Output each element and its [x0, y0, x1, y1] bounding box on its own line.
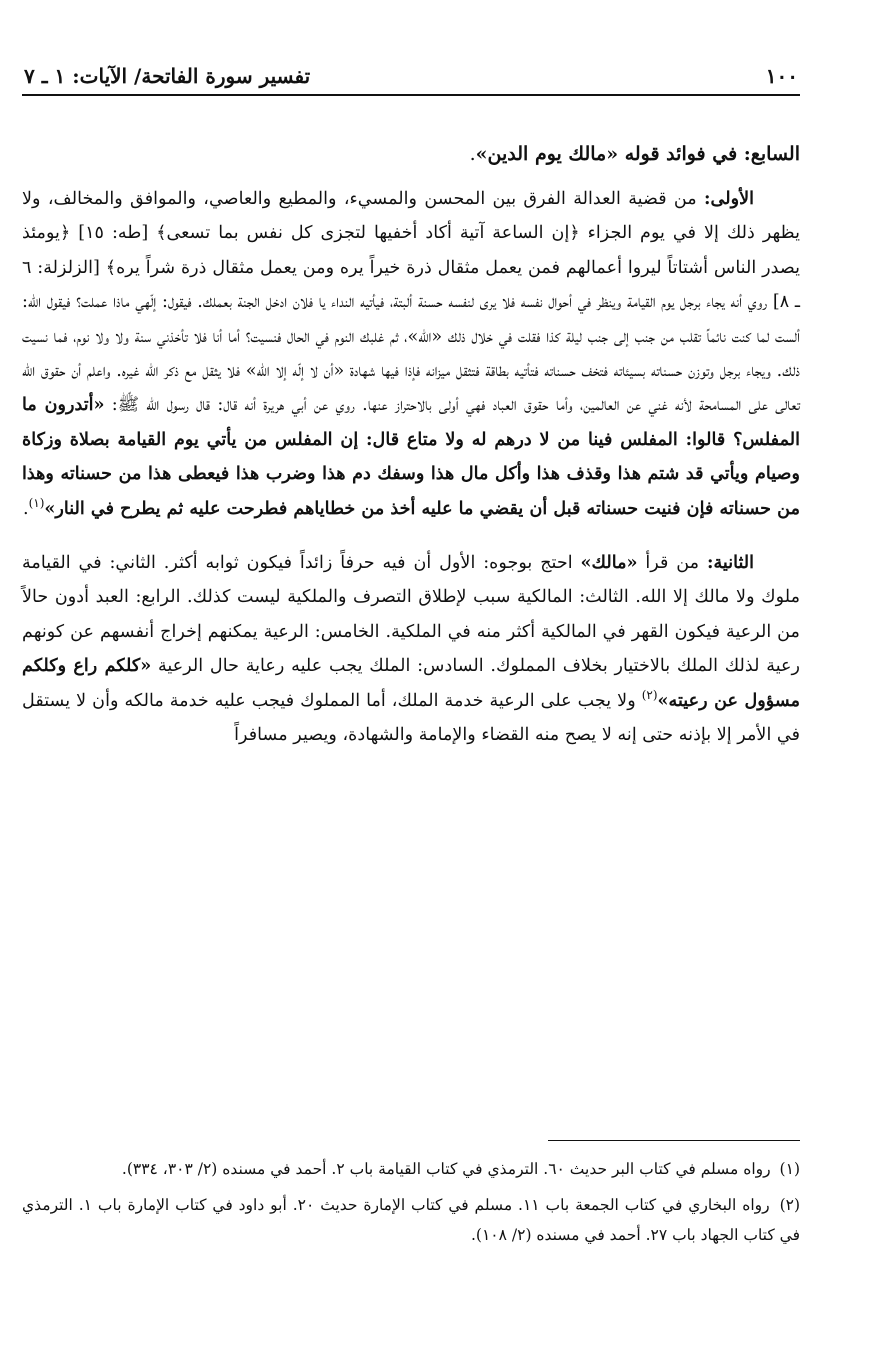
footnote-divider	[548, 1140, 800, 1141]
page-number: ١٠٠	[765, 64, 798, 88]
footnote	[22, 1154, 800, 1184]
quoted-word: «مالك»	[580, 552, 638, 574]
footnote-text: رواه مسلم في كتاب البر حديث ٦٠. الترمذي في كتاب القيامة باب ٢. أحمد في مسنده (٢/ ٣٠٣، ٣٣٤).	[121, 1160, 771, 1178]
section-heading-label: السابع: في فوائد قوله «مالك يوم الدين»	[475, 143, 800, 165]
paragraph-first-benefit	[22, 182, 800, 526]
paragraph-text: من قرأ	[645, 553, 700, 574]
paragraph-lead: الأولى:	[704, 188, 754, 209]
paragraph-second-benefit	[22, 546, 800, 752]
paragraph-text: ولا يجب على الرعية خدمة الملك، أما المملوك فيجب عليه خدمة مالكه وأن لا يستقل في الأمر إلا بإذنه حتى إنه لا يصح منه القضاء والإمامة والشهادة، ويصير مسافراً	[22, 690, 800, 746]
paragraph-end: .	[22, 498, 29, 519]
section-heading	[22, 140, 800, 168]
paragraph-text: احتج بوجوه: الأول أن فيه حرفاً زائداً فيكون ثوابه أكثر. الثاني: في القيامة ملوك ولا مالك إلا الله. الثالث: المالكية سبب لإطلاق التصرف والملكية ليست كذلك. الرابع: العبد أدون حالاً من الرعية فيكون القهر في المالكية أكثر منه في الملكية. الخامس: الرعية يمكنهم إخراج أنفسهم عن كونهم رعية لذلك الملك بالاختيار بخلاف المملوك. السادس: الملك يجب عليه رعاية حال الرعية	[22, 553, 800, 677]
footnote-number: (١)	[779, 1160, 800, 1178]
running-title: تفسير سورة الفاتحة/ الآيات: ١ ـ ٧	[24, 64, 311, 88]
paragraph-text: من قضية العدالة الفرق بين المحسن والمسيء، والمطيع والعاصي، والموافق والمخالف، ولا يظهر ذلك إلا في يوم الجزاء ﴿إن الساعة آتية أكاد أخفيها لتجزى كل نفس بما تسعى﴾ [طه: ١٥] ﴿يومئذ يصدر الناس أشتاتاً ليروا أعمالهم فمن يعمل مثقال ذرة خيراً يره ومن يعمل مثقال ذرة شراً يره﴾ [الزلزلة: ٦ ـ ٨] روي أنه يجاء برجل يوم القيامة وينظر في أحوال نفسه فلا يرى لنفسه حسنة ألبتة، فيأتيه النداء يا فلان ادخل الجنة بعملك. فيقول: إلّهي ماذا عملت؟ فيقول الله: ألست لما كنت نائماً تقلب من جنب إلى جنب ليلة كذا فقلت في خلال ذلك «الله»، ثم غلبك النوم في الحال فنسيت؟ أما أنا فلا تأخذني سنة ولا ولا نوم، فما نسيت ذلك. ويجاء برجل وتوزن حسناته بسيئاته فتخف حسناته فتأتيه بطاقة فتثقل ميزانه فإذا فيها شهادة «أن لا إلّه إلا الله» فلا يثقل مع ذكر الله غيره. واعلم أن حقوق الله تعالى على المسامحة لأنه غني عن العالمين، وأما حقوق العباد فهي أولى بالاحتراز عنها. روي عن أبي هريرة أنه قال: قال رسول الله ﷺ:	[22, 189, 801, 416]
hadith-quote: «أتدرون ما المفلس؟ قالوا: المفلس فينا من لا درهم له ولا متاع قال: إن المفلس من يأتي يوم القيامة بصلاة وزكاة وصيام ويأتي قد شتم هذا وقذف هذا وأكل مال هذا وسفك دم هذا وضرب هذا فيعطى هذا من حسناته وهذا من حسناته فإن فنيت حسناته قبل أن يقضي ما عليه أخذ من خطاياهم فطرحت عليه ثم يطرح في النار»	[22, 394, 800, 519]
footnote	[22, 1190, 800, 1250]
paragraph-lead: الثانية:	[706, 552, 755, 574]
footnote-ref: (١)	[28, 495, 45, 510]
hadith-quote: «كلكم راع وكلكم مسؤول عن رعيته»	[22, 655, 801, 711]
section-heading-end: .	[469, 143, 476, 165]
footnotes	[22, 1154, 800, 1256]
footnote-number: (٢)	[779, 1196, 801, 1214]
page-header	[22, 48, 800, 96]
footnote-text: رواه البخاري في كتاب الجمعة باب ١١. مسلم في كتاب الإمارة حديث ٢٠. أبو داود في كتاب الإمارة باب ١. الترمذي في كتاب الجهاد باب ٢٧. أحمد في مسنده (٢/ ١٠٨).	[22, 1196, 800, 1244]
footnote-ref: (٢)	[641, 687, 658, 702]
book-page	[22, 48, 800, 1348]
